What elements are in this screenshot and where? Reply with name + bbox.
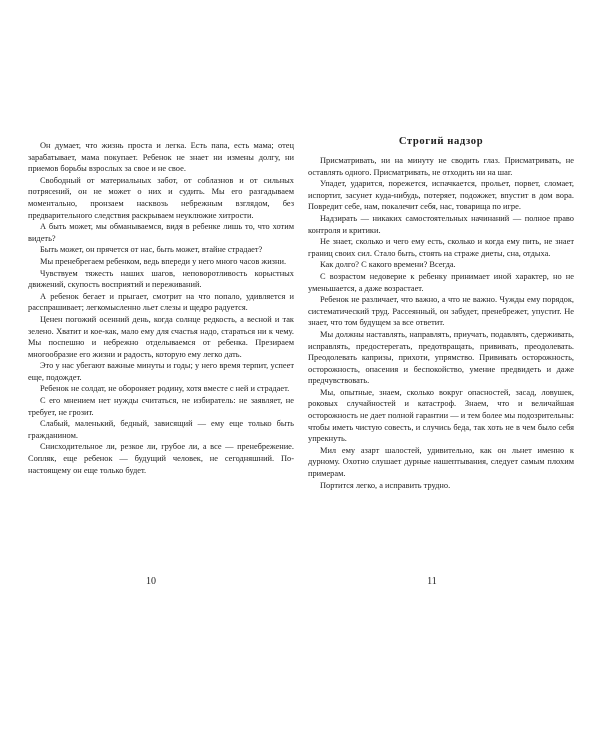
- left-paragraph-6: Чувствуем тяжесть наших шагов, неповоротливость корыстных движений, скупость восприятий и переживаний.: [28, 268, 294, 290]
- right-paragraph-5: Как долго? С какого времени? Всегда.: [320, 260, 456, 270]
- left-page: [28, 140, 294, 476]
- left-page-number: 10: [146, 576, 156, 587]
- right-paragraph-6: С возрастом недоверие к ребенку принимает иной характер, но не уменьшается, а даже возрастает.: [308, 271, 574, 293]
- left-paragraph-5: Мы пренебрегаем ребенком, ведь впереди у него много часов жизни.: [40, 256, 287, 266]
- left-paragraph-12: Слабый, маленький, бедный, зависящий — ему еще только быть гражданином.: [28, 419, 294, 440]
- left-paragraph-9: Это у нас убегают важные минуты и годы; у него время терпит, успеет еще, подождет.: [28, 361, 294, 382]
- right-paragraph-4: Не знает, сколько и чего ему есть, сколько и когда ему пить, не знает границ своих сил. Стало быть, стоять на страже диеты, сна, отдыха.: [308, 237, 574, 258]
- left-paragraph-2: Свободный от материальных забот, от соблазнов и от сильных потрясений, он не может о них и судить. Мы его разгадываем моментально, пронзаем насквозь небрежным взглядом, без предварительного следствия раскрываем неуклюжие хитрости.: [28, 175, 294, 220]
- right-paragraph-8: Мы должны наставлять, направлять, приучать, подавлять, сдерживать, исправлять, предостерегать, предотвращать, прививать, преодолевать. Преодолевать капризы, прихоти, упрямство. Прививать осторожность, осторожность, опасения и беспокойство, умение предвидеть и даже предчувствовать.: [308, 329, 574, 386]
- left-paragraph-13: Снисходительное ли, резкое ли, грубое ли, а все — пренебрежение. Сопляк, еще ребенок — будущий человек, не сегодняшний. По-настоящему он еще только будет.: [28, 442, 294, 475]
- left-paragraph-11: С его мнением нет нужды считаться, не избиратель: не заявляет, не требует, не грозит.: [28, 396, 294, 417]
- right-paragraph-2: Упадет, ударится, порежется, испачкается, прольет, порвет, сломает, испортит, засунет куда-нибудь, потеряет, подожжет, впустит в дом вора. Повредит себе, нам, покалечит себя, нас, товарища по игре.: [308, 179, 574, 212]
- right-paragraph-9: Мы, опытные, знаем, сколько вокруг опасностей, засад, ловушек, роковых случайностей и катастроф. Знаем, что и величайшая осторожность не дает полной гарантии — и тем более мы подозрительны: чтобы иметь чистую совесть, и случись беда, так хоть не в чем было себя упрекнуть.: [308, 387, 574, 444]
- left-paragraph-3: А быть может, мы обманываемся, видя в ребенке лишь то, что хотим видеть?: [28, 222, 294, 243]
- right-paragraph-3: Надзирать — никаких самостоятельных начинаний — полное право контроля и критики.: [308, 213, 574, 235]
- right-paragraph-11: Портится легко, а исправить трудно.: [320, 480, 451, 490]
- right-page: [308, 135, 574, 491]
- left-paragraph-7: А ребенок бегает и прыгает, смотрит на что попало, удивляется и расспрашивает; легкомысленно льет слезы и щедро радуется.: [28, 291, 294, 313]
- left-paragraph-8: Ценен погожий осенний день, когда солнце редкость, а весной и так зелено. Хватит и кое-как, мало ему для счастья надо, стараться ни к чему. Мы поспешно и небрежно отделываемся от ребенка. Презираем многообразие его жизни и радость, которую ему легко дать.: [28, 314, 294, 359]
- right-page-number: 11: [427, 576, 437, 587]
- right-paragraph-10: Мил ему азарт шалостей, удивительно, как он льнет именно к дурному. Охотно слушает дурные нашептывания, следует самым плохим примерам.: [308, 445, 574, 479]
- left-paragraph-10: Ребенок не солдат, не обороняет родину, хотя вместе с ней и страдает.: [40, 384, 290, 394]
- section-heading: Строгий надзор: [398, 136, 484, 147]
- right-paragraph-7: Ребенок не различает, что важно, а что не важно. Чужды ему порядок, систематический труд. Рассеянный, он забудет, пренебрежет, упустит. Не знает, что том будущем за все ответит.: [308, 295, 574, 328]
- right-paragraph-1: Присматривать, ни на минуту не сводить глаз. Присматривать, не оставлять одного. Присматривать, не отходить ни на шаг.: [308, 156, 574, 177]
- left-paragraph-4: Быть может, он прячется от нас, быть может, втайне страдает?: [40, 245, 263, 255]
- left-paragraph-1: Он думает, что жизнь проста и легка. Есть папа, есть мама; отец зарабатывает, мама покупает. Ребенок не знает ни измены долгу, ни приемов борьбы взрослых за свое и не свое.: [28, 141, 294, 174]
